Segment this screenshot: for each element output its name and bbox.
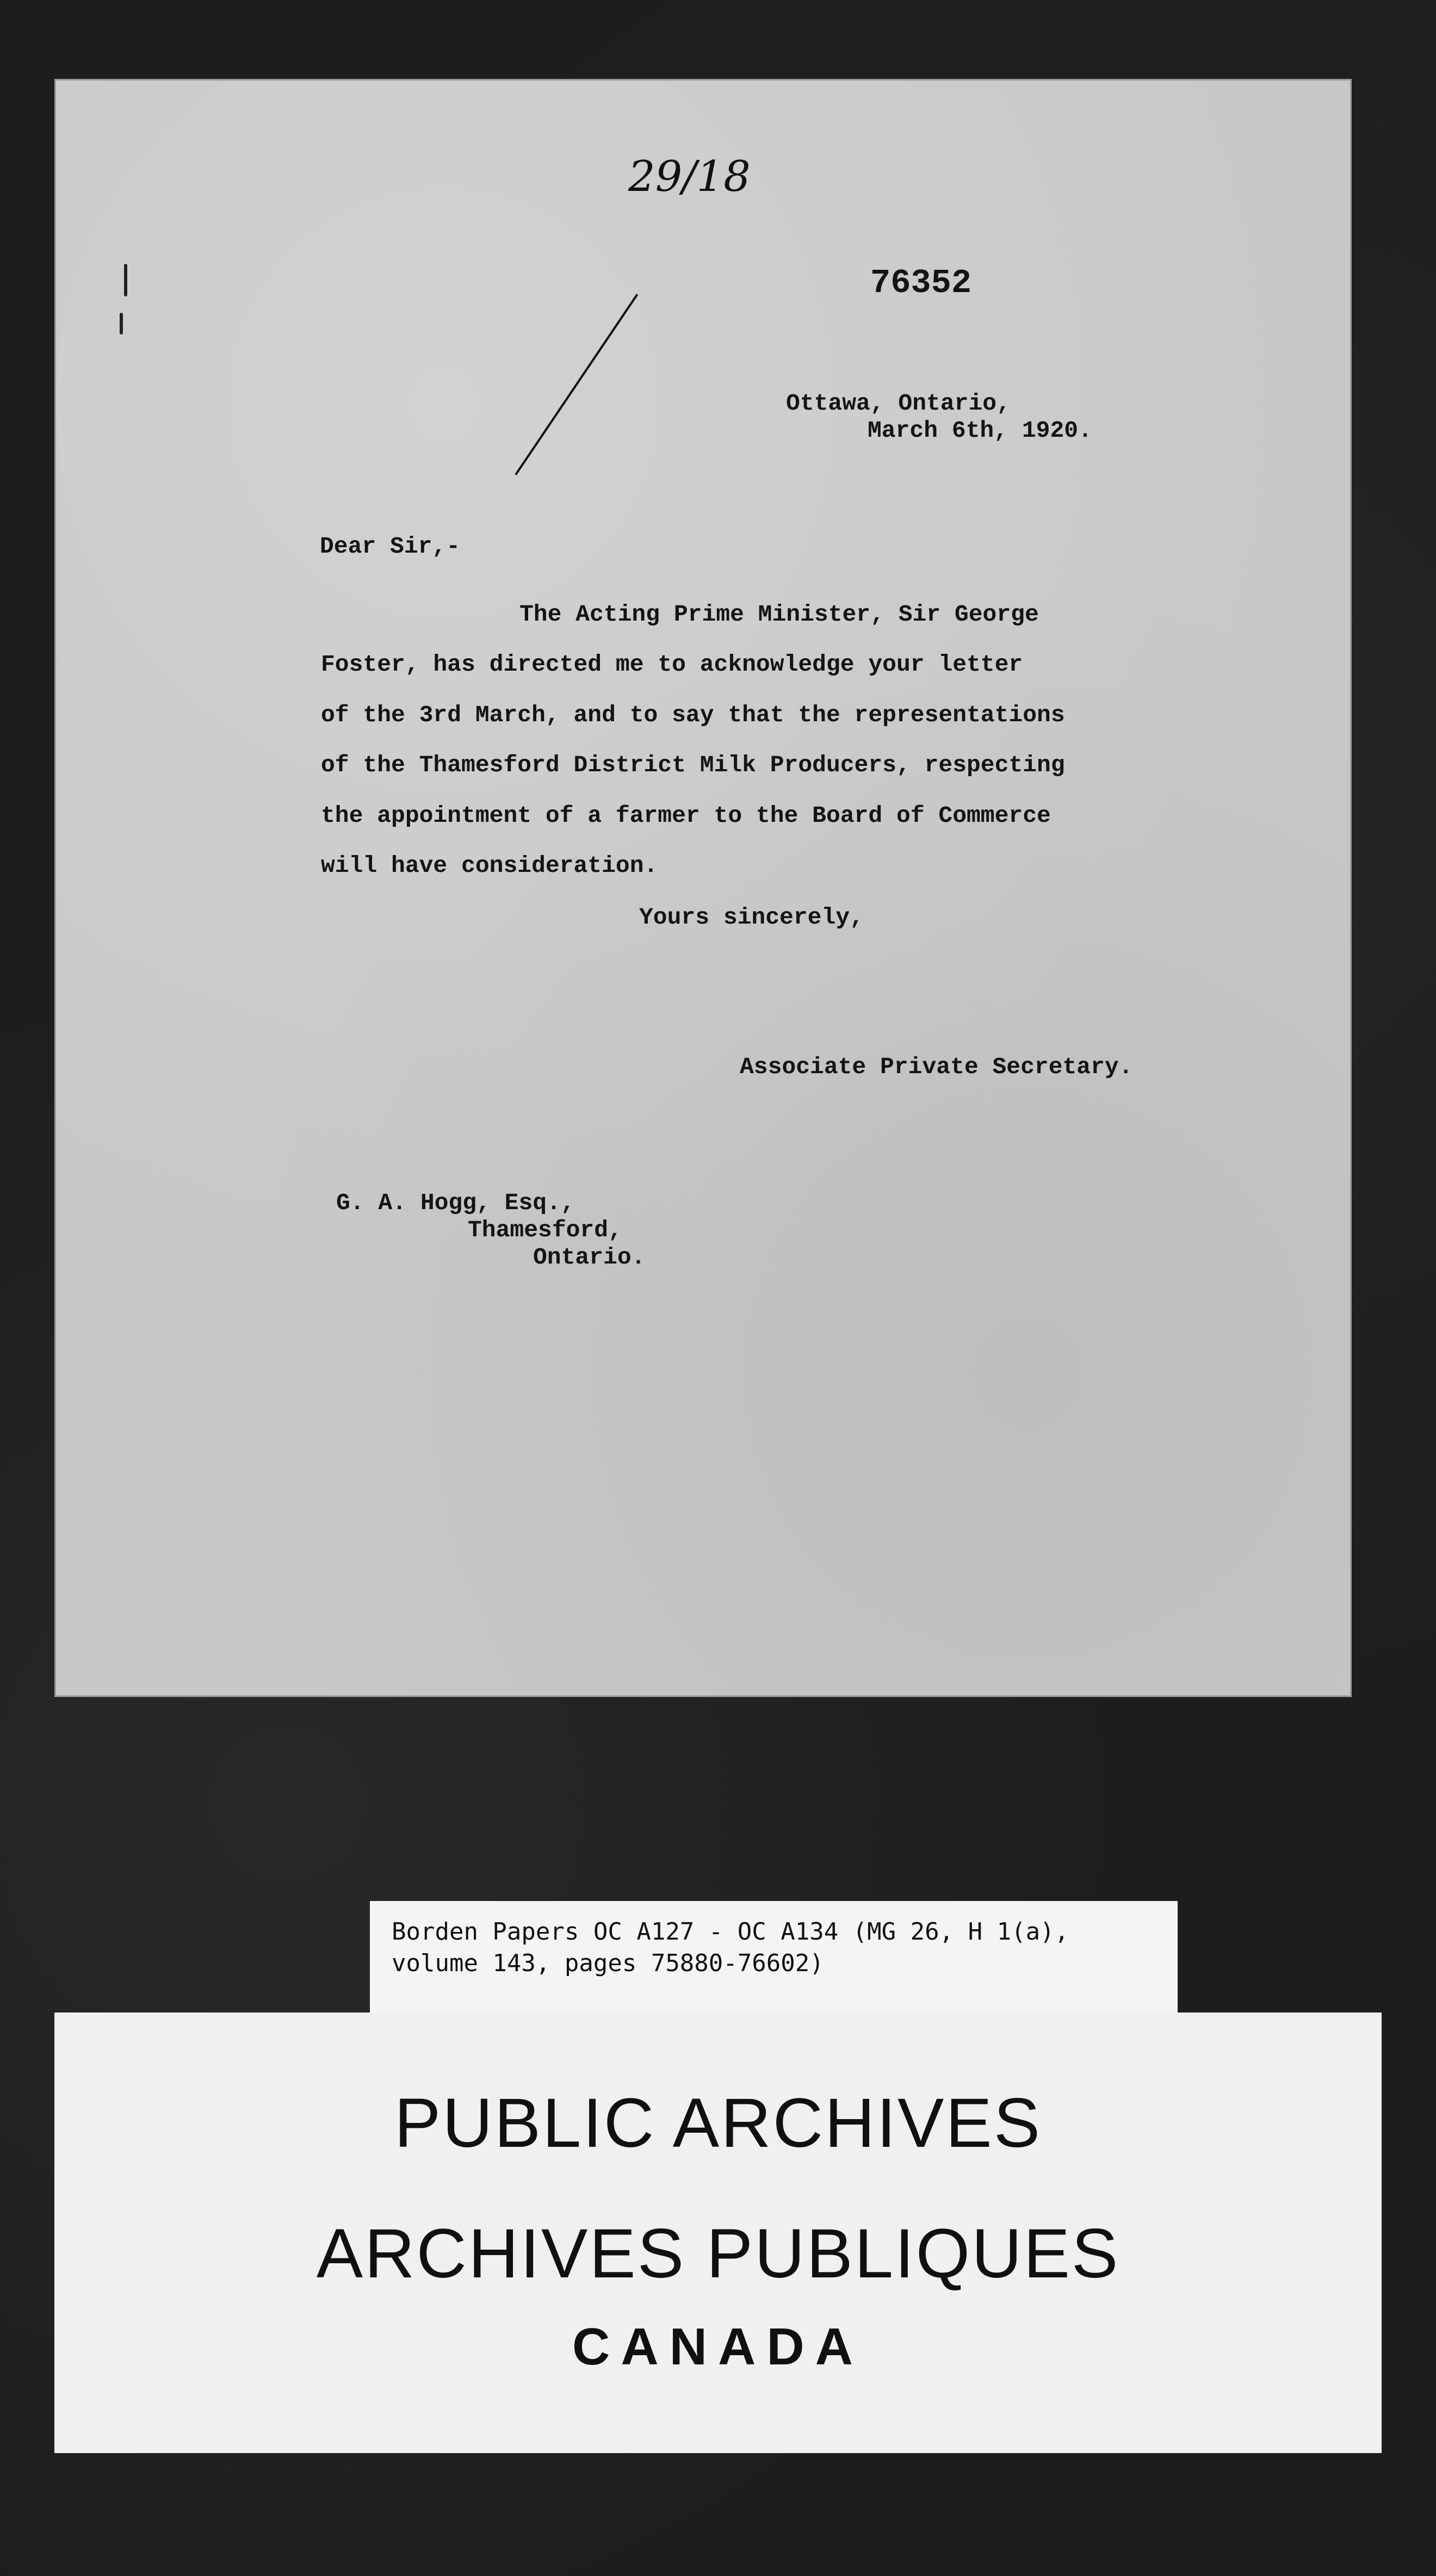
address-line: G. A. Hogg, Esq., — [336, 1190, 575, 1216]
archive-title-french: ARCHIVES PUBLIQUES — [316, 2215, 1120, 2293]
margin-mark — [124, 264, 127, 296]
handwritten-stroke — [515, 294, 638, 475]
address-line: Thamesford, — [468, 1217, 622, 1243]
document-number: 76352 — [870, 264, 972, 302]
archive-country: CANADA — [572, 2318, 864, 2376]
salutation: Dear Sir,- — [320, 533, 461, 560]
body-line: of the 3rd March, and to say that the representations — [321, 702, 1065, 728]
archive-title-english: PUBLIC ARCHIVES — [394, 2084, 1042, 2162]
address-line: Ontario. — [533, 1244, 646, 1271]
margin-mark — [120, 313, 123, 335]
handwritten-note: 29/18 — [628, 152, 751, 201]
letter-date: March 6th, 1920. — [868, 417, 1092, 444]
letter-place: Ottawa, Ontario, — [786, 390, 1011, 417]
reference-label — [370, 1901, 1178, 2018]
body-line: of the Thamesford District Milk Producers, respecting — [321, 752, 1065, 778]
reference-text: Borden Papers OC A127 - OC A134 (MG 26, H 1(a), volume 143, pages 75880-76602) — [392, 1918, 1069, 1977]
body-line: the appointment of a farmer to the Board of Commerce — [321, 802, 1051, 829]
signature-title: Associate Private Secretary. — [740, 1054, 1133, 1080]
letter-page — [54, 79, 1352, 1697]
closing: Yours sincerely, — [639, 904, 864, 931]
body-line: Foster, has directed me to acknowledge your letter — [321, 651, 1023, 678]
body-line: will have consideration. — [321, 852, 658, 879]
body-line: The Acting Prime Minister, Sir George — [519, 601, 1039, 628]
archive-card — [54, 2013, 1382, 2453]
